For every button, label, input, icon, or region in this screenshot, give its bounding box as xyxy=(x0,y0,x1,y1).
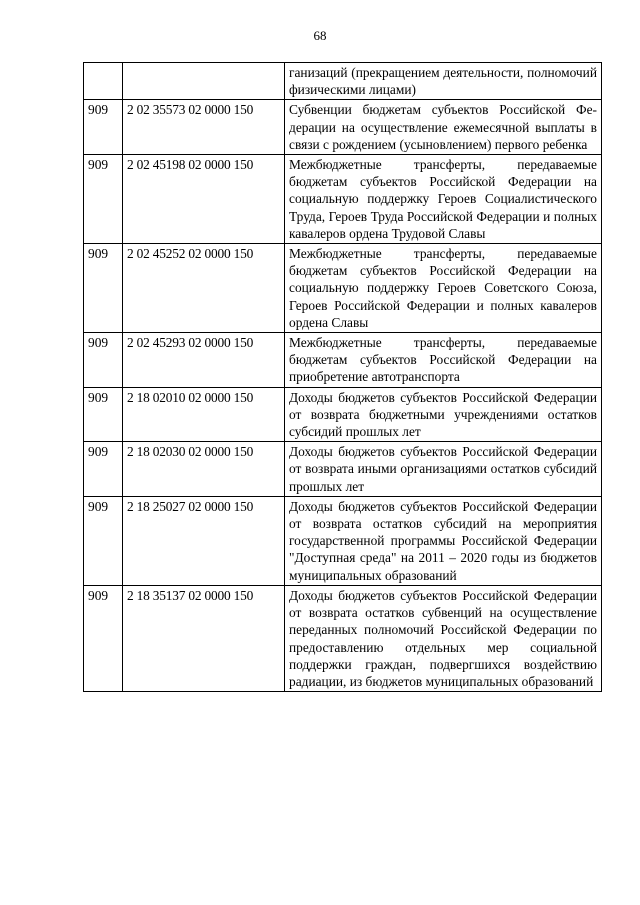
revenue-name-cell: Доходы бюджетов субъектов Российской Федерации от возврата остатков субвенций на осуществление переданных полномочий Российской Федерации по предоставлению отдельных мер социальной поддержки граждан, подвергшихся воздействию радиации, из бюджетов муниципальных образований xyxy=(285,585,602,691)
revenue-name-cell: Доходы бюджетов субъектов Российской Федерации от возврата иными организациями остатков субсидий прошлых лет xyxy=(285,442,602,497)
admin-code-cell xyxy=(84,63,123,100)
revenue-name-cell: Доходы бюджетов субъектов Российской Федерации от возврата бюджетными учреждениями остатков субсидий прошлых лет xyxy=(285,387,602,442)
admin-code-cell: 909 xyxy=(84,100,123,155)
revenue-name-cell: Межбюджетные трансферты, передаваемые бюджетам субъектов Российской Федерации на социальную поддержку Героев Советского Союза, Героев Российской Федерации и полных кавалеров ордена Славы xyxy=(285,244,602,333)
budget-code-cell: 2 02 45293 02 0000 150 xyxy=(123,333,285,388)
budget-code-cell: 2 18 35137 02 0000 150 xyxy=(123,585,285,691)
admin-code-cell: 909 xyxy=(84,496,123,585)
revenue-name-cell: ганизаций (прекращением деятельности, полномочий физическими лицами) xyxy=(285,63,602,100)
budget-code-cell: 2 18 02010 02 0000 150 xyxy=(123,387,285,442)
table-row xyxy=(84,442,602,497)
table-row xyxy=(84,333,602,388)
budget-code-cell xyxy=(123,63,285,100)
revenue-name-cell: Межбюджетные трансферты, передаваемые бюджетам субъектов Российской Федерации на социальную поддержку Героев Социалистического Труда, Героев Труда Российской Федерации и полных кавалеров ордена Трудовой Славы xyxy=(285,155,602,244)
table-row xyxy=(84,585,602,691)
admin-code-cell: 909 xyxy=(84,387,123,442)
budget-code-cell: 2 02 35573 02 0000 150 xyxy=(123,100,285,155)
table-row xyxy=(84,387,602,442)
revenue-name-cell: Межбюджетные трансферты, передаваемые бюджетам субъектов Российской Федерации на приобретение автотранспорта xyxy=(285,333,602,388)
table-row xyxy=(84,100,602,155)
admin-code-cell: 909 xyxy=(84,585,123,691)
admin-code-cell: 909 xyxy=(84,155,123,244)
revenue-name-cell: Субвенции бюджетам субъектов Российской Федерации на осуществление ежемесячной выплаты в связи с рождением (усыновлением) первого ребенка xyxy=(285,100,602,155)
table-row xyxy=(84,63,602,100)
budget-code-cell: 2 18 25027 02 0000 150 xyxy=(123,496,285,585)
budget-revenue-table xyxy=(83,62,602,692)
budget-code-cell: 2 02 45252 02 0000 150 xyxy=(123,244,285,333)
budget-code-cell: 2 02 45198 02 0000 150 xyxy=(123,155,285,244)
admin-code-cell: 909 xyxy=(84,244,123,333)
budget-code-cell: 2 18 02030 02 0000 150 xyxy=(123,442,285,497)
table-row xyxy=(84,496,602,585)
page-number: 68 xyxy=(313,28,327,43)
admin-code-cell: 909 xyxy=(84,442,123,497)
table-row xyxy=(84,155,602,244)
revenue-name-cell: Доходы бюджетов субъектов Российской Федерации от возврата остатков субсидий на мероприятия государственной программы Российской Федерации "Доступная среда" на 2011 – 2020 годы из бюджетов муниципальных образований xyxy=(285,496,602,585)
admin-code-cell: 909 xyxy=(84,333,123,388)
table-row xyxy=(84,244,602,333)
